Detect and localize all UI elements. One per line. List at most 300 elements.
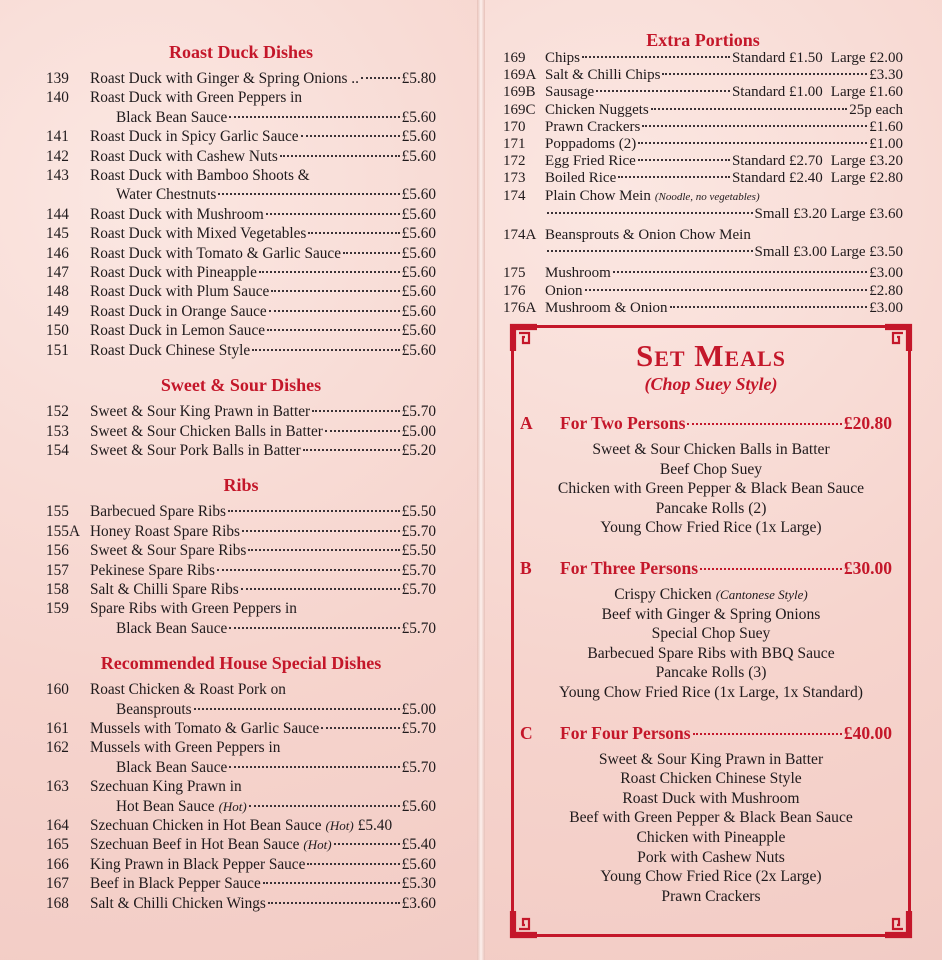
set-meal-item-text: Beef with Green Pepper & Black Bean Sauce — [569, 809, 853, 827]
dot-leader — [325, 430, 400, 432]
item-price: £5.60 — [401, 186, 436, 204]
section-title: Ribs — [223, 475, 259, 496]
set-meal-item-text: Sweet & Sour Chicken Balls in Batter — [592, 441, 830, 458]
menu-item — [46, 422, 436, 441]
dot-leader — [217, 569, 400, 571]
menu-item — [46, 224, 436, 243]
menu-item — [46, 522, 436, 541]
item-number: 166 — [46, 855, 69, 873]
dot-leader — [263, 882, 400, 884]
dot-leader — [651, 108, 848, 110]
item-name: Roast Duck with Pineapple — [90, 264, 257, 282]
dot-leader — [670, 306, 868, 308]
menu-item — [46, 816, 436, 835]
menu-item — [46, 894, 436, 913]
set-meal-item-text: Pork with Cashew Nuts — [637, 848, 785, 866]
section-title: Sweet & Sour Dishes — [160, 375, 322, 396]
item-number: 152 — [46, 403, 69, 421]
item-name-continued: Water Chestnuts — [116, 186, 217, 204]
item-name: Mushroom — [545, 265, 611, 282]
set-meal-item — [514, 605, 908, 625]
dot-leader — [585, 289, 868, 291]
item-number: 139 — [46, 70, 69, 87]
set-meal-letter: C — [520, 722, 533, 743]
extra-item-continued — [503, 244, 903, 261]
menu-item — [46, 835, 436, 854]
menu-item — [46, 263, 436, 282]
set-meal-item-text: Beef with Ginger & Spring Onions — [601, 605, 821, 623]
item-number: 143 — [46, 167, 69, 185]
item-number: 155 — [46, 503, 69, 521]
item-name: Roast Duck in Lemon Sauce — [90, 322, 266, 340]
fret-corner-icon — [509, 323, 539, 353]
item-large-price: Large £2.80 — [830, 170, 903, 187]
item-standard-price: Standard £2.40 — [731, 170, 823, 187]
section-title: Roast Duck Dishes — [168, 42, 314, 62]
item-name: Roast Duck with Cashew Nuts — [90, 147, 278, 165]
extra-item-continued — [503, 206, 903, 223]
set-meal-item — [514, 867, 908, 887]
dot-leader — [638, 159, 730, 161]
set-meal-price: £30.00 — [843, 557, 892, 578]
menu-item — [46, 302, 436, 321]
set-meal-item-text: Young Chow Fried Rice (2x Large) — [600, 868, 822, 886]
extra-item — [503, 67, 903, 84]
fret-corner-icon — [883, 909, 913, 939]
dot-leader — [248, 549, 399, 551]
item-price: £5.60 — [401, 108, 436, 126]
item-price: £1.00 — [869, 136, 903, 153]
set-meal-item-text: Chicken with Green Pepper & Black Bean Sauce — [557, 480, 865, 498]
item-price: £2.80 — [869, 282, 903, 299]
set-meal-item — [514, 750, 908, 770]
dot-leader — [308, 232, 399, 234]
item-name: Roast Duck with Mixed Vegetables — [90, 225, 307, 243]
item-price: £3.30 — [869, 67, 903, 84]
dot-leader — [242, 530, 400, 532]
item-number: 172 — [503, 153, 526, 170]
item-price: £5.30 — [401, 875, 436, 893]
menu-item-continued — [46, 185, 436, 204]
set-meal-item-text: Young Chow Fried Rice (1x Large) — [600, 519, 822, 537]
item-name: Salt & Chilli Chips — [545, 67, 661, 84]
set-meal-item-text: Sweet & Sour King Prawn in Batter — [598, 750, 824, 768]
item-price: £5.70 — [401, 758, 436, 776]
item-number: 149 — [46, 302, 69, 320]
dot-leader — [687, 423, 841, 425]
item-price: £5.60 — [401, 283, 436, 301]
set-meal-item — [514, 460, 908, 480]
dot-leader — [613, 271, 867, 273]
item-number: 146 — [46, 244, 69, 262]
extra-portions-section — [503, 30, 903, 317]
item-name: Spare Ribs with Green Peppers in — [90, 600, 297, 618]
set-meal-item — [514, 518, 908, 538]
dot-leader — [229, 627, 399, 629]
menu-item — [46, 874, 436, 893]
item-name: Plain Chow Mein — [545, 187, 651, 204]
dot-leader — [301, 135, 400, 137]
item-price: £5.70 — [401, 719, 436, 737]
item-price: £5.60 — [401, 244, 436, 262]
item-number: 176A — [503, 299, 537, 316]
item-number: 153 — [46, 422, 69, 440]
item-price: £5.40 — [357, 817, 393, 834]
item-number: 175 — [503, 265, 526, 282]
item-name: Szechuan King Prawn in — [90, 778, 242, 796]
dot-leader — [361, 77, 400, 79]
extra-item — [503, 153, 903, 170]
set-meal-items — [514, 585, 908, 703]
item-name: Szechuan Beef in Hot Bean Sauce — [90, 836, 300, 854]
item-note: (Hot) — [325, 818, 354, 833]
item-name-continued: Beansprouts — [116, 700, 192, 718]
set-meal-item — [514, 887, 908, 907]
item-name: Szechuan Chicken in Hot Bean Sauce — [90, 817, 322, 834]
dot-leader — [638, 142, 867, 144]
dot-leader — [218, 193, 399, 195]
item-name: Beef in Black Pepper Sauce — [90, 875, 261, 893]
item-number: 174 — [503, 187, 526, 204]
set-meal-label: For Four Persons — [560, 722, 691, 743]
item-price: £5.60 — [401, 205, 436, 223]
item-note: (Noodle, no vegetables) — [654, 190, 760, 203]
extra-item — [503, 170, 903, 187]
set-meal-item — [514, 585, 908, 605]
item-price: £5.50 — [401, 542, 436, 560]
dot-leader — [693, 733, 842, 735]
item-price: £5.60 — [401, 797, 436, 815]
set-meal-item — [514, 499, 908, 519]
menu-item — [46, 321, 436, 340]
item-standard-price: Standard £2.70 — [731, 153, 823, 170]
menu-item — [46, 69, 436, 88]
set-meal-price: £40.00 — [843, 722, 892, 743]
item-price: £5.40 — [401, 836, 436, 854]
item-number: 151 — [46, 341, 69, 359]
extra-item — [503, 188, 903, 206]
item-number: 168 — [46, 894, 69, 912]
set-meal-item-text: Young Chow Fried Rice (1x Large, 1x Standard) — [559, 683, 863, 701]
item-price: £1.60 — [869, 118, 903, 135]
set-meal-items — [514, 440, 908, 538]
item-number: 163 — [46, 778, 69, 796]
set-meals-subtitle: (Chop Suey Style) — [644, 374, 778, 394]
dot-leader — [618, 176, 730, 178]
set-meal-item-text: Special Chop Suey — [651, 625, 771, 643]
dot-leader — [343, 252, 400, 254]
extra-item — [503, 102, 903, 119]
extra-item — [503, 119, 903, 136]
dot-leader — [321, 727, 399, 729]
item-name: Onion — [545, 282, 583, 299]
item-name: Chips — [545, 50, 581, 66]
set-meal-item-text: Pancake Rolls (2) — [655, 499, 767, 517]
dot-leader — [194, 708, 400, 710]
set-meal-item-text: Pancake Rolls (3) — [655, 664, 767, 682]
menu-item — [46, 541, 436, 560]
set-meal-item — [514, 683, 908, 703]
item-name: Roast Duck Chinese Style — [90, 341, 251, 359]
dot-leader — [259, 271, 400, 273]
item-price: £5.70 — [401, 619, 436, 637]
dot-leader — [280, 155, 400, 157]
item-number: 155A — [46, 522, 80, 540]
dot-leader — [582, 56, 730, 58]
item-price: £5.60 — [401, 855, 436, 873]
fret-corner-icon — [509, 909, 539, 939]
item-price: £5.00 — [401, 700, 436, 718]
menu-item — [46, 599, 436, 618]
set-meal-header — [520, 413, 892, 434]
extra-item — [503, 300, 903, 317]
dot-leader — [303, 449, 400, 451]
menu-item-continued — [46, 619, 436, 638]
item-price: £5.20 — [401, 441, 436, 459]
item-price: £5.00 — [401, 422, 436, 440]
item-name: Barbecued Spare Ribs — [90, 503, 226, 521]
dot-leader — [596, 90, 730, 92]
item-number: 171 — [503, 136, 526, 153]
item-name: Mussels with Green Peppers in — [90, 739, 281, 757]
set-meal-item-text: Beef Chop Suey — [659, 460, 763, 478]
item-price: £3.00 — [869, 265, 903, 282]
dot-leader — [269, 310, 400, 312]
item-name: Poppadoms (2) — [545, 136, 637, 153]
item-number: 169 — [503, 50, 526, 66]
menu-item — [46, 282, 436, 301]
item-name: Pekinese Spare Ribs — [90, 561, 215, 579]
section-title: Recommended House Special Dishes — [100, 653, 382, 674]
set-meal-label: For Three Persons — [560, 557, 699, 578]
item-number: 148 — [46, 283, 69, 301]
item-name: King Prawn in Black Pepper Sauce — [90, 855, 306, 873]
menu-item — [46, 402, 436, 421]
item-standard-price: Standard £1.00 — [731, 84, 823, 101]
item-name: Mussels with Tomato & Garlic Sauce — [90, 719, 320, 737]
dot-leader — [252, 349, 399, 351]
item-name: Boiled Rice — [545, 170, 617, 187]
item-large-price: Large £2.00 — [830, 50, 903, 66]
dot-leader — [334, 843, 400, 845]
item-price: £5.70 — [401, 403, 436, 421]
set-meal-item-text: Barbecued Spare Ribs with BBQ Sauce — [587, 644, 835, 662]
dot-leader — [662, 73, 867, 75]
item-name: Sweet & Sour Pork Balls in Batter — [90, 441, 301, 459]
item-note: (Hot) — [303, 837, 332, 853]
item-name: Roast Chicken & Roast Pork on — [90, 681, 286, 699]
item-number: 159 — [46, 600, 69, 618]
dot-leader — [241, 588, 400, 590]
menu-item — [46, 680, 436, 699]
item-price: £3.00 — [869, 299, 903, 316]
dot-leader — [547, 212, 753, 214]
dot-leader — [642, 125, 867, 127]
extra-item — [503, 50, 903, 67]
item-name: Roast Duck with Mushroom — [90, 205, 264, 223]
extra-item — [503, 136, 903, 153]
set-meal-label: For Two Persons — [560, 413, 686, 433]
set-meal-header — [520, 723, 892, 744]
item-name: Roast Duck with Ginger & Spring Onions .. — [90, 70, 359, 87]
menu-section-ribs — [46, 460, 436, 638]
item-name: Sweet & Sour Chicken Balls in Batter — [90, 422, 323, 440]
item-name: Salt & Chilli Chicken Wings — [90, 894, 266, 912]
dot-leader — [249, 805, 400, 807]
menu-item-continued — [46, 700, 436, 719]
set-meal-price: £20.80 — [843, 413, 892, 433]
set-meal-header — [520, 558, 892, 579]
set-meals-list — [514, 413, 908, 906]
menu-section-roast-duck — [46, 40, 436, 360]
item-price: £5.60 — [401, 341, 436, 359]
menu-section-house — [46, 638, 436, 913]
item-number: 169A — [503, 67, 537, 84]
set-meal-item — [514, 663, 908, 683]
item-name: Sweet & Sour King Prawn in Batter — [90, 403, 311, 421]
left-column — [46, 40, 436, 913]
item-number: 165 — [46, 836, 69, 854]
menu-item — [46, 147, 436, 166]
menu-item — [46, 580, 436, 599]
item-number: 158 — [46, 580, 69, 598]
item-name-continued: Black Bean Sauce — [116, 758, 228, 776]
dot-leader — [271, 290, 399, 292]
item-price: £5.70 — [401, 580, 436, 598]
item-name: Sausage — [545, 84, 595, 101]
set-meal-items — [514, 750, 908, 907]
fret-corner-icon — [883, 323, 913, 353]
item-standard-price: Standard £1.50 — [731, 50, 823, 66]
item-number: 161 — [46, 719, 69, 737]
item-number: 169B — [503, 84, 536, 101]
item-large-price: Large £3.20 — [830, 153, 903, 170]
item-number: 173 — [503, 170, 526, 187]
item-price: £5.80 — [401, 70, 436, 87]
item-large-price: Large £1.60 — [830, 84, 903, 101]
item-price: £5.60 — [401, 128, 436, 146]
set-meal-item — [514, 848, 908, 868]
item-name-continued: Hot Bean Sauce — [116, 797, 215, 815]
set-meal-item — [514, 789, 908, 809]
dot-leader — [229, 116, 399, 118]
menu-item — [46, 561, 436, 580]
menu-item — [46, 127, 436, 146]
set-meal-item-text: Roast Chicken Chinese Style — [620, 770, 802, 788]
set-meal-item — [514, 440, 908, 460]
set-meals-title: Set Meals — [635, 338, 787, 373]
item-size-prices: Small £3.20 Large £3.60 — [754, 205, 903, 222]
menu-item — [46, 88, 436, 107]
set-meal-item-note: (Cantonese Style) — [715, 586, 808, 602]
page-fold — [477, 0, 485, 960]
item-name: Roast Duck with Green Peppers in — [90, 89, 302, 107]
item-number: 142 — [46, 147, 69, 165]
menu-item-continued — [46, 758, 436, 777]
item-number: 170 — [503, 118, 526, 135]
item-price: £5.50 — [401, 503, 436, 521]
dot-leader — [312, 410, 399, 412]
extra-item — [503, 227, 903, 244]
set-meal-item-text: Prawn Crackers — [661, 887, 761, 905]
set-meal-item — [514, 769, 908, 789]
item-name: Sweet & Sour Spare Ribs — [90, 542, 247, 560]
extra-item — [503, 84, 903, 101]
item-name: Chicken Nuggets — [545, 101, 649, 118]
item-price: 25p each — [849, 101, 903, 118]
item-name: Mushroom & Onion — [545, 299, 668, 316]
item-price: £3.60 — [401, 894, 436, 912]
dot-leader — [700, 568, 842, 570]
section-gap — [46, 460, 436, 473]
item-name: Roast Duck with Bamboo Shoots & — [90, 167, 310, 185]
item-name: Honey Roast Spare Ribs — [90, 522, 240, 540]
set-meal-item — [514, 828, 908, 848]
dot-leader — [228, 510, 400, 512]
menu-item — [46, 205, 436, 224]
item-number: 147 — [46, 264, 69, 282]
item-number: 150 — [46, 322, 69, 340]
menu-item-continued — [46, 797, 436, 816]
item-number: 164 — [46, 817, 69, 834]
dot-leader — [547, 250, 753, 252]
menu-section-sweet-sour — [46, 360, 436, 460]
set-meal-letter: A — [520, 413, 533, 433]
set-meal-item — [514, 624, 908, 644]
set-meal-item-text: Crispy Chicken — [614, 585, 712, 603]
item-number: 145 — [46, 225, 69, 243]
item-price: £5.70 — [401, 561, 436, 579]
item-number: 169C — [503, 101, 536, 118]
item-number: 154 — [46, 441, 69, 459]
item-number: 160 — [46, 681, 69, 699]
item-name: Roast Duck with Plum Sauce — [90, 283, 270, 301]
item-name-continued: Black Bean Sauce — [116, 108, 228, 126]
menu-item — [46, 855, 436, 874]
item-name: Salt & Chilli Spare Ribs — [90, 580, 239, 598]
item-number: 144 — [46, 205, 69, 223]
menu-item — [46, 244, 436, 263]
item-number: 141 — [46, 128, 69, 146]
item-price: £5.60 — [401, 264, 436, 282]
item-number: 157 — [46, 561, 69, 579]
item-number: 140 — [46, 89, 69, 107]
item-name-continued: Black Bean Sauce — [116, 619, 228, 637]
set-meal-item-text: Roast Duck with Mushroom — [622, 789, 800, 807]
item-name: Egg Fried Rice — [545, 153, 636, 170]
item-number: 156 — [46, 542, 69, 560]
set-meal-item-text: Chicken with Pineapple — [636, 828, 786, 846]
item-size-prices: Small £3.00 Large £3.50 — [754, 244, 903, 261]
set-meal-letter: B — [520, 557, 532, 578]
item-number: 162 — [46, 739, 69, 757]
item-price: £5.70 — [401, 522, 436, 540]
extra-item — [503, 283, 903, 300]
section-gap — [46, 360, 436, 373]
set-meal-item — [514, 479, 908, 499]
item-name: Prawn Crackers — [545, 118, 641, 135]
dot-leader — [229, 766, 399, 768]
menu-item — [46, 441, 436, 460]
item-price: £5.60 — [401, 225, 436, 243]
dot-leader — [267, 329, 400, 331]
item-name: Roast Duck in Orange Sauce — [90, 302, 267, 320]
dot-leader — [268, 902, 400, 904]
menu-item — [46, 502, 436, 521]
menu-item — [46, 719, 436, 738]
section-gap — [46, 638, 436, 651]
menu-item — [46, 738, 436, 757]
